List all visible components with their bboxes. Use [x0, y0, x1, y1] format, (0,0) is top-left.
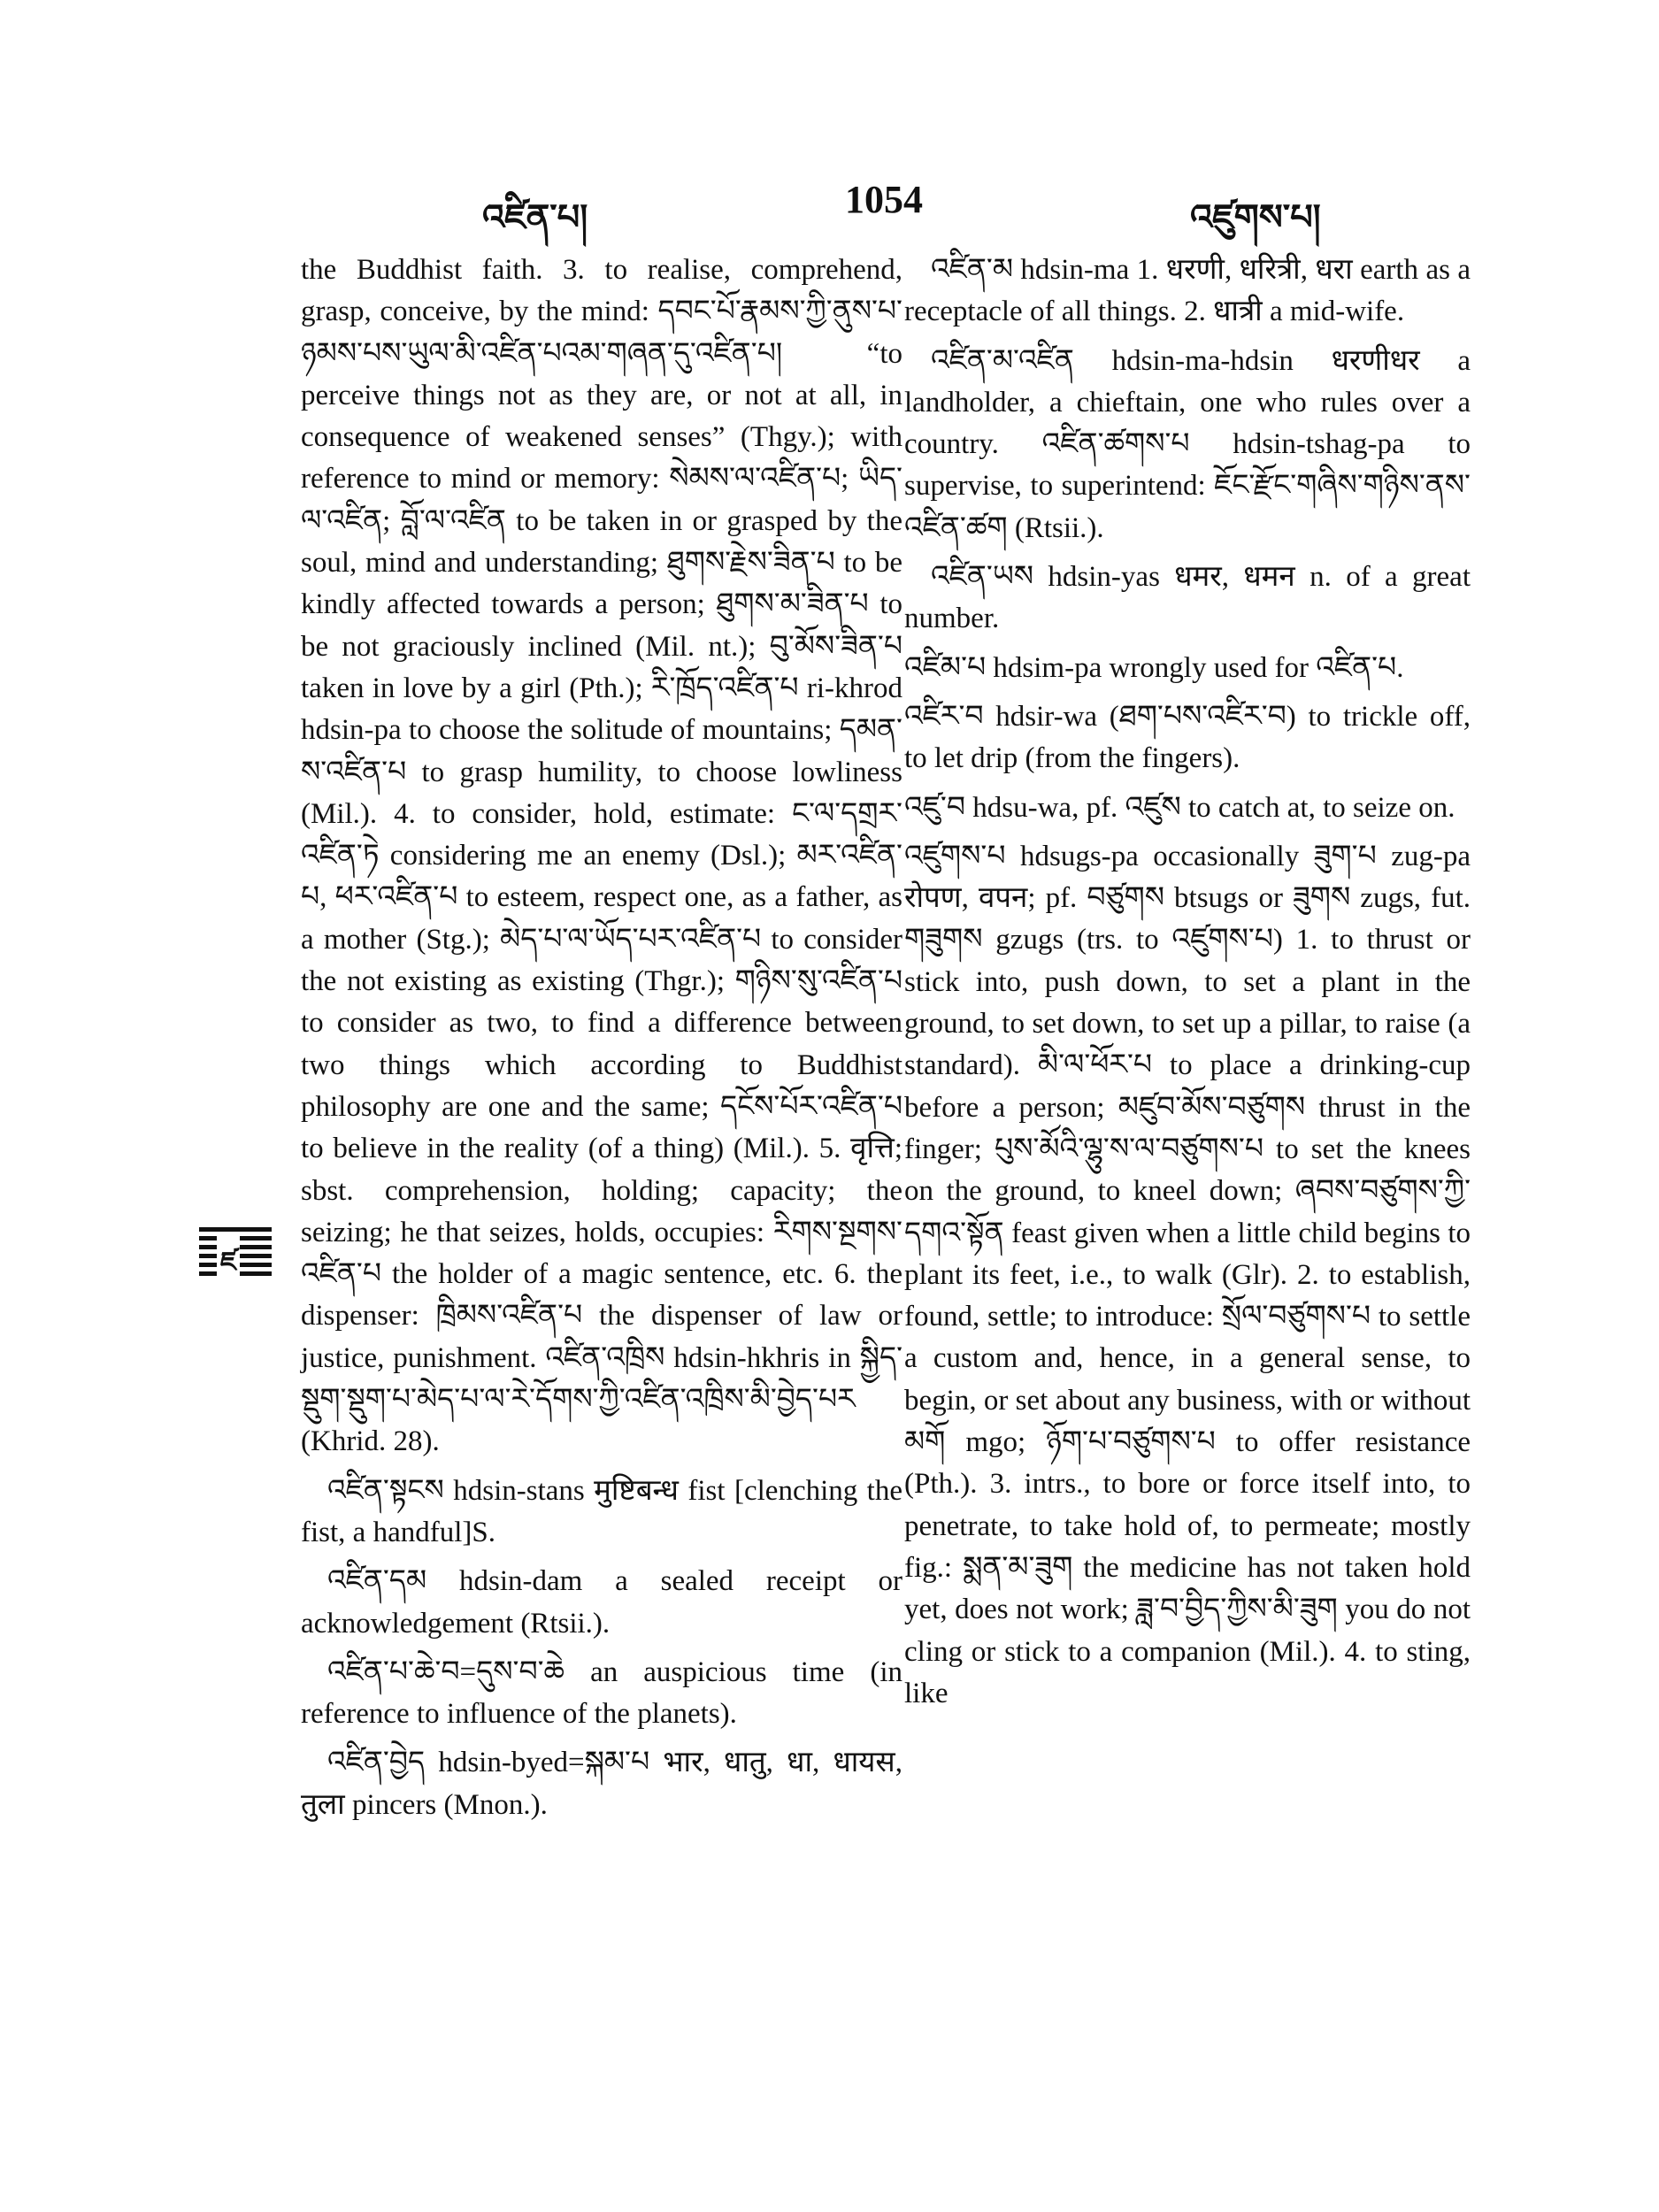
page-number: 1054	[845, 178, 923, 221]
thumb-index-tab	[199, 1227, 272, 1279]
headword-entry: འཛུ་བ hdsu-wa, pf. འཛུས to catch at, to seize on.	[904, 791, 1455, 824]
headword-entry: འཛིམ་པ hdsim-pa wrongly used for འཛིན་པ.	[904, 651, 1404, 684]
right-column	[904, 250, 1471, 1722]
headword-entry: འཛིར་བ hdsir-wa (ཐག་པས་འཛིར་བ) to trickle off, to let drip (from the fingers).	[904, 700, 1471, 775]
entry-paragraph: འཛིན་བྱེད hdsin-byed=སྐམ་པ भार, धातु, धा, धायस, तुला pincers (Mnon.).	[301, 1747, 902, 1821]
entry-paragraph: འཛིན་དམ hdsin-dam a sealed receipt or acknowledgement (Rtsii.).	[301, 1565, 902, 1640]
entry-paragraph: འཛིན་མ hdsin-ma 1. धरणी, धरित्री, धरा earth as a receptacle of all things. 2. धात्री a mid-wife.	[904, 254, 1471, 328]
running-head-right: འཛུགས་པ།	[1190, 196, 1321, 238]
entry-paragraph: འཛིན་མ་འཛིན hdsin-ma-hdsin धरणीधर a landholder, a chieftain, one who rules over a country. འཛིན་ཚགས་པ hdsin-tshag-pa to supervise, to superintend: ཇོང་རྫོང་གཞིས་གཉིས་ནས་འཛིན་ཚག (Rtsii.).	[904, 344, 1471, 544]
headword-entry: འཛུགས་པ hdsugs-pa occasionally ཟུག་པ zug-pa रोपण, वपन; pf. བཙུགས btsugs or ཟུགས zugs, fut. གཟུགས gzugs (trs. to འཛུགས་པ) 1. to thrust or stick into, push down, to set a plant in the ground, to set down, to set up a pillar, to raise (a standard). མི་ལ་ཕོར་པ to place a drinking-cup before a person; མཛུབ་མོས་བཙུགས thrust in the finger; པུས་མོའི་ལྷུ་ས་ལ་བཙུགས་པ to set the knees on the ground, to kneel down; ཞབས་བཙུགས་ཀྱི་དགའ་སྟོན feast given when a little child begins to plant its feet, i.e., to walk (Glr). 2. to establish, found, settle; to introduce: སྲོལ་བཙུགས་པ to settle a custom and, hence, in a general sense, to begin, or set about any business, with or without མགོ mgo; ཉོག་པ་བཙུགས་པ to offer resistance (Pth.). 3. intrs., to bore or force itself into, to penetrate, to take hold of, to permeate; mostly fig.: སྨན་མ་ཟུག the medicine has not taken hold yet, does not work; ཟླ་བ་བྱིད་ཀྱིས་མི་ཟུག you do not cling or stick to a companion (Mil.). 4. to sting, like	[904, 840, 1471, 1709]
thumb-index-letter: ཛ	[217, 1233, 240, 1307]
running-head-left: འཛིན་པ།	[482, 196, 588, 238]
entry-paragraph: འཛིན་པ་ཆེ་བ=དུས་བ་ཆེ an auspicious time (in reference to influence of the planets).	[301, 1655, 902, 1731]
left-column	[301, 250, 902, 1833]
entry-paragraph: འཛིན་ཡས hdsin-yas धमर, धमन n. of a great number.	[904, 561, 1471, 635]
entry-paragraph: འཛིན་སྟངས hdsin-stans मुष्टिबन्ध fist [clenching the fist, a handful]S.	[301, 1474, 902, 1548]
entry-paragraph: the Buddhist faith. 3. to realise, comprehend, grasp, conceive, by the mind: དབང་པོ་རྣམས་ཀྱི་ནུས་པ་ཉམས་པས་ཡུལ་མི་འཛིན་པའམ་གཞན་དུ་འཛིན་པ། “to perceive things not as they are, or not at all, in consequence of weakened senses” (Thgy.); with reference to mind or memory: སེམས་ལ་འཛིན་པ; ཡིད་ལ་འཛིན; བློ་ལ་འཛིན to be taken in or grasped by the soul, mind and understanding; ཐུགས་རྗེས་ཟིན་པ to be kindly affected towards a person; ཐུགས་མ་ཟིན་པ to be not graciously inclined (Mil. nt.); བུ་མོས་ཟིན་པ taken in love by a girl (Pth.); རི་ཁྲོད་འཛིན་པ ri-khrod hdsin-pa to choose the solitude of mountains; དམན་ས་འཛིན་པ to grasp humility, to choose lowliness (Mil.). 4. to consider, hold, estimate: ང་ལ་དགྲར་འཛིན་ཏེ considering me an enemy (Dsl.); མར་འཛིན་པ, ཕར་འཛིན་པ to esteem, respect one, as a father, as a mother (Stg.); མེད་པ་ལ་ཡོད་པར་འཛིན་པ to consider the not existing as existing (Thgr.); གཉིས་སུ་འཛིན་པ to consider as two, to find a difference between two things which according to Buddhist philosophy are one and the same; དངོས་པོར་འཛིན་པ to believe in the reality (of a thing) (Mil.). 5. वृत्ति; sbst. comprehension, holding; capacity; the seizing; he that seizes, holds, occupies: རིགས་སྔགས་འཛིན་པ the holder of a magic sentence, etc. 6. the dispenser: ཁྲིམས་འཛིན་པ the dispenser of law or justice, punishment. འཛིན་འཁྲིས hdsin-hkhris in སྐྱིད་སྡུག་སྡུག་པ་མེད་པ་ལ་རེ་དོགས་ཀྱི་འཛིན་འཁྲིས་མི་བྱེད་པར (Khrid. 28).	[301, 254, 902, 1458]
